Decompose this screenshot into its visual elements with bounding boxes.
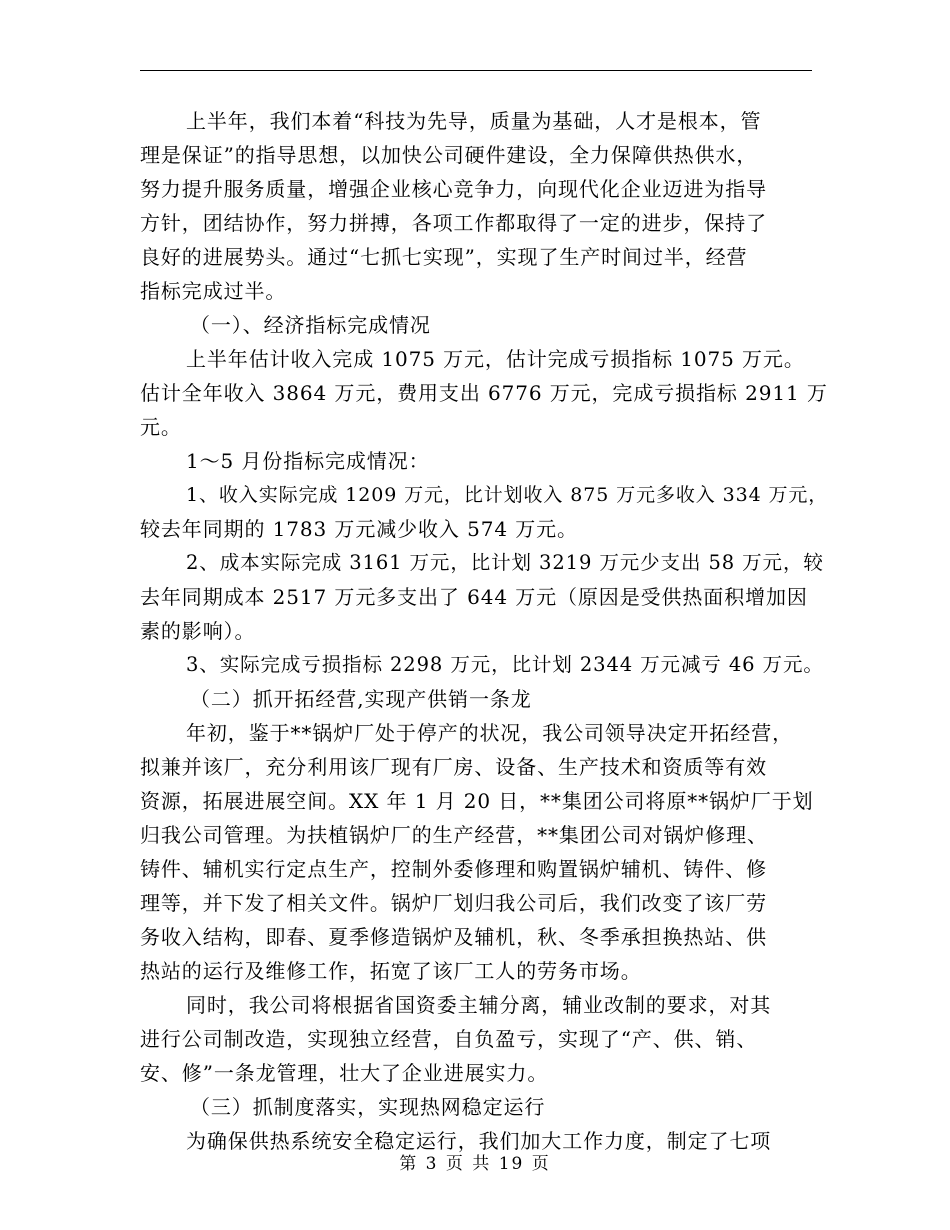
section-heading: （一）、经济指标完成情况 <box>190 313 431 337</box>
text-line: 去年同期成本 2517 万元多支出了 644 万元（原因是受供热面积增加因 <box>140 585 808 609</box>
text-line: 指标完成过半。 <box>140 279 287 303</box>
text-line: 理是保证”的指导思想，以加快公司硬件建设，全力保障供热供水， <box>140 143 758 167</box>
text-line: 3、实际完成亏损指标 2298 万元，比计划 2344 万元减亏 46 万元。 <box>186 653 824 676</box>
document-body <box>140 104 830 1158</box>
text-line: 同时，我公司将根据省国资委主辅分离，辅业改制的要求，对其 <box>186 993 772 1017</box>
text-line: 理等，并下发了相关文件。锅炉厂划归我公司后，我们改变了该厂劳 <box>140 891 767 915</box>
text-line: 上半年，我们本着“科技为先导，质量为基础，人才是根本，管 <box>186 109 762 133</box>
text-line: 努力提升服务质量，增强企业核心竞争力，向现代化企业迈进为指导 <box>140 177 767 201</box>
text-line: 估计全年收入 3864 万元，费用支出 6776 万元，完成亏损指标 2911 万 <box>140 381 828 405</box>
text-line: 上半年估计收入完成 1075 万元，估计完成亏损指标 1075 万元。 <box>186 347 805 371</box>
text-line: 进行公司制改造，实现独立经营，自负盈亏，实现了“产、供、销、 <box>140 1027 758 1051</box>
text-line: 归我公司管理。为扶植锅炉厂的生产经营，**集团公司对锅炉修理、 <box>140 823 768 847</box>
section-heading: （二）抓开拓经营,实现产供销一条龙 <box>190 687 532 711</box>
text-line: 元。 <box>140 415 182 439</box>
text-line: 良好的进展势头。通过“七抓七实现”，实现了生产时间过半，经营 <box>140 245 748 269</box>
text-line: 热站的运行及维修工作，拓宽了该厂工人的劳务市场。 <box>140 959 642 983</box>
text-line: 务收入结构，即春、夏季修造锅炉及辅机，秋、冬季承担换热站、供 <box>140 925 767 949</box>
text-line: 较去年同期的 1783 万元减少收入 574 万元。 <box>140 517 578 541</box>
text-line: 拟兼并该厂，充分利用该厂现有厂房、设备、生产技术和资质等有效 <box>140 755 767 779</box>
header-rule <box>140 70 812 71</box>
text-line: 资源，拓展进展空间。XX 年 1 月 20 日，**集团公司将原**锅炉厂于划 <box>140 789 814 813</box>
text-line: 2、成本实际完成 3161 万元，比计划 3219 万元少支出 58 万元，较 <box>186 551 824 574</box>
text-line: 素的影响）。 <box>140 619 256 643</box>
text-line: 年初，鉴于**锅炉厂处于停产的状况，我公司领导决定开拓经营， <box>186 721 793 745</box>
text-line: 安、修”一条龙管理，壮大了企业进展实力。 <box>140 1061 549 1085</box>
text-line: 1、收入实际完成 1209 万元，比计划收入 875 万元多收入 334 万元， <box>186 484 829 506</box>
text-line: 铸件、辅机实行定点生产，控制外委修理和购置锅炉辅机、铸件、修 <box>140 857 767 881</box>
text-line: 方针，团结协作，努力拼搏，各项工作都取得了一定的进步，保持了 <box>140 211 767 235</box>
page-footer: 第 3 页 共 19 页 <box>399 1154 551 1174</box>
section-heading: （三）抓制度落实，实现热网稳定运行 <box>190 1095 546 1119</box>
text-line: 为确保供热系统安全稳定运行，我们加大工作力度，制定了七项 <box>186 1129 772 1153</box>
text-line: 1～5 月份指标完成情况： <box>186 449 430 473</box>
